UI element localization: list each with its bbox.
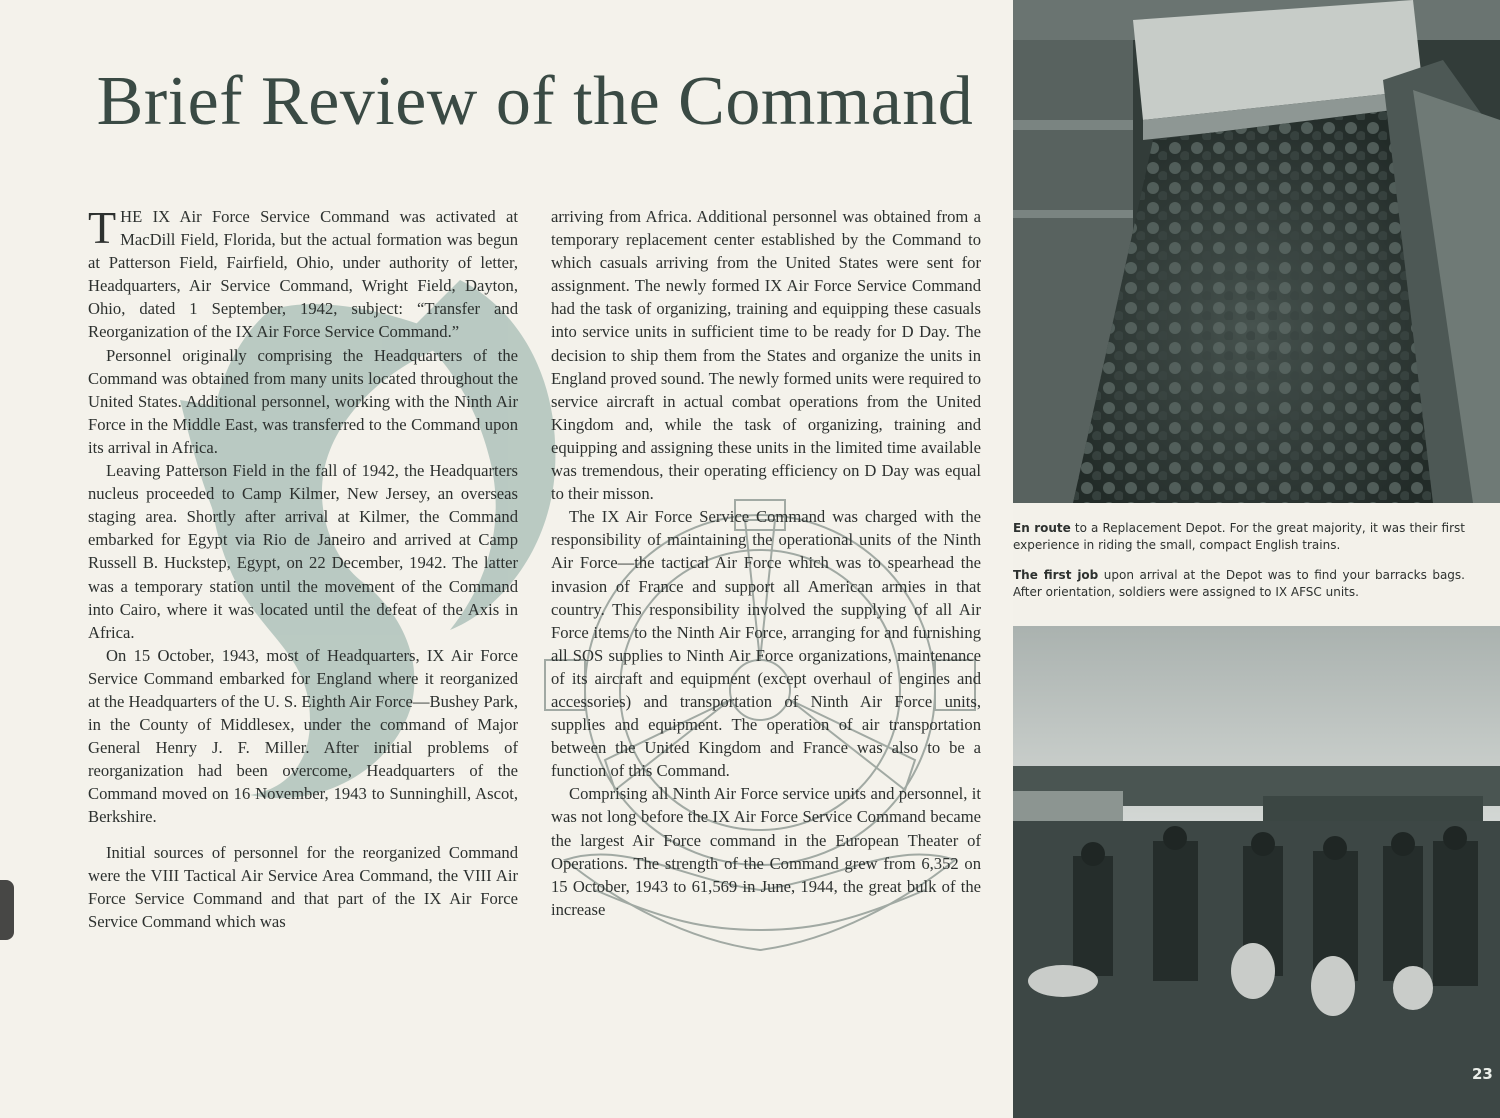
photo-captions xyxy=(1013,520,1465,614)
article-column-left xyxy=(88,202,518,933)
paragraph-text: HE IX Air Force Service Command was activated at MacDill Field, Florida, but the actual formation was begun at Patterson Field, Fairfield, Ohio, under authority of letter, Headquarters, Air Service Command, Wright Field, Dayton, Ohio, dated 1 September, 1942, subject: “Transfer and Reorganization of the IX Air Force Service Command.” xyxy=(88,207,518,342)
article-paragraph: Personnel originally comprising the Headquarters of the Command was obtained from many units located throughout the United States. Additional personnel, working with the Ninth Air Force in the Middle East, was transferred to the Command upon its arrival in Africa. xyxy=(88,345,518,457)
photo-barracks-bags xyxy=(1013,626,1500,1118)
photo-train-platform xyxy=(1013,0,1500,503)
article-paragraph: Leaving Patterson Field in the fall of 1942, the Headquarters nucleus proceeded to Camp Kilmer, New Jersey, an overseas staging area. Shortly after arrival at Kilmer, the Command embarked for Egypt via Rio de Janeiro and arrived at Camp Russell B. Huckstep, Egypt, on 22 December, 1942. The latter was a temporary station until the movement of the Command into Cairo, where it was located until the defeat of the Axis in Africa. xyxy=(88,461,518,642)
article-paragraph xyxy=(88,202,518,344)
caption-train xyxy=(1013,520,1465,553)
caption-lead: The first job xyxy=(1013,568,1099,582)
train-platform-image xyxy=(1013,0,1500,503)
article-paragraph: The IX Air Force Service Command was charged with the responsibility of maintaining the operational units of the Ninth Air Force—the tactical Air Force which was to spearhead the invasion of France and support all American armies in that country. This responsibility involved the supplying of all Air Force items to the Ninth Air Force, arranging for and furnishing all SOS supplies to Ninth Air Force organizations, maintenance of its aircraft and equipment (except overhaul of engines and accessories) and transportation of Ninth Air Force units, supplies and equipment. The operation of air transportation between the United Kingdom and France was also to be a function of this Command. xyxy=(551,507,981,781)
article-column-right xyxy=(551,205,981,921)
page-title: Brief Review of the Command xyxy=(96,63,974,140)
caption-text: to a Replacement Depot. For the great majority, it was their first experience in riding the small, compact English trains. xyxy=(1013,521,1466,552)
article-paragraph: Initial sources of personnel for the reorganized Command were the VIII Tactical Air Service Area Command, the VIII Air Force Service Command and that part of the IX Air Force Service Command which was xyxy=(88,842,518,931)
caption-text: upon arrival at the Depot was to find your barracks bags. After orientation, soldiers were assigned to IX AFSC units. xyxy=(1013,568,1465,599)
caption-depot xyxy=(1013,567,1465,600)
page-edge-mark xyxy=(0,880,14,940)
article-paragraph: On 15 October, 1943, most of Headquarters, IX Air Force Service Command embarked for England where it reorganized at the Headquarters of the U. S. Eighth Air Force—Bushey Park, in the County of Middlesex, under the command of Major General Henry J. F. Miller. After initial problems of reorganization had been overcome, Headquarters of the Command moved on 16 November, 1943 to Sunninghill, Ascot, Berkshire. xyxy=(88,645,518,827)
caption-lead: En route xyxy=(1013,521,1071,535)
article-paragraph: Comprising all Ninth Air Force service units and personnel, it was not long before the IX Air Force Service Command became the largest Air Force command in the European Theater of Operations. The strength of the Command grew from 6,352 on 15 October, 1943 to 61,569 in June, 1944, the great bulk of the increase xyxy=(551,784,981,919)
page-number: 23 xyxy=(1472,1065,1493,1083)
barracks-bags-image xyxy=(1013,626,1500,1118)
drop-cap: T xyxy=(88,202,117,253)
article-paragraph: arriving from Africa. Additional personnel was obtained from a temporary replacement center established by the Command to which casuals arriving from the United States were sent for assignment. The newly formed IX Air Force Service Command had the task of organizing, training and equipping these casuals into service units in sufficient time to be ready for D Day. The decision to ship them from the States and organize the units in England proved sound. The newly formed units were required to service aircraft in actual combat operations from the United Kingdom and, while the task of organizing, training and equipping and assigning these units in the limited time available was tremendous, their operating efficiency on D Day was equal to their misson. xyxy=(551,207,981,504)
